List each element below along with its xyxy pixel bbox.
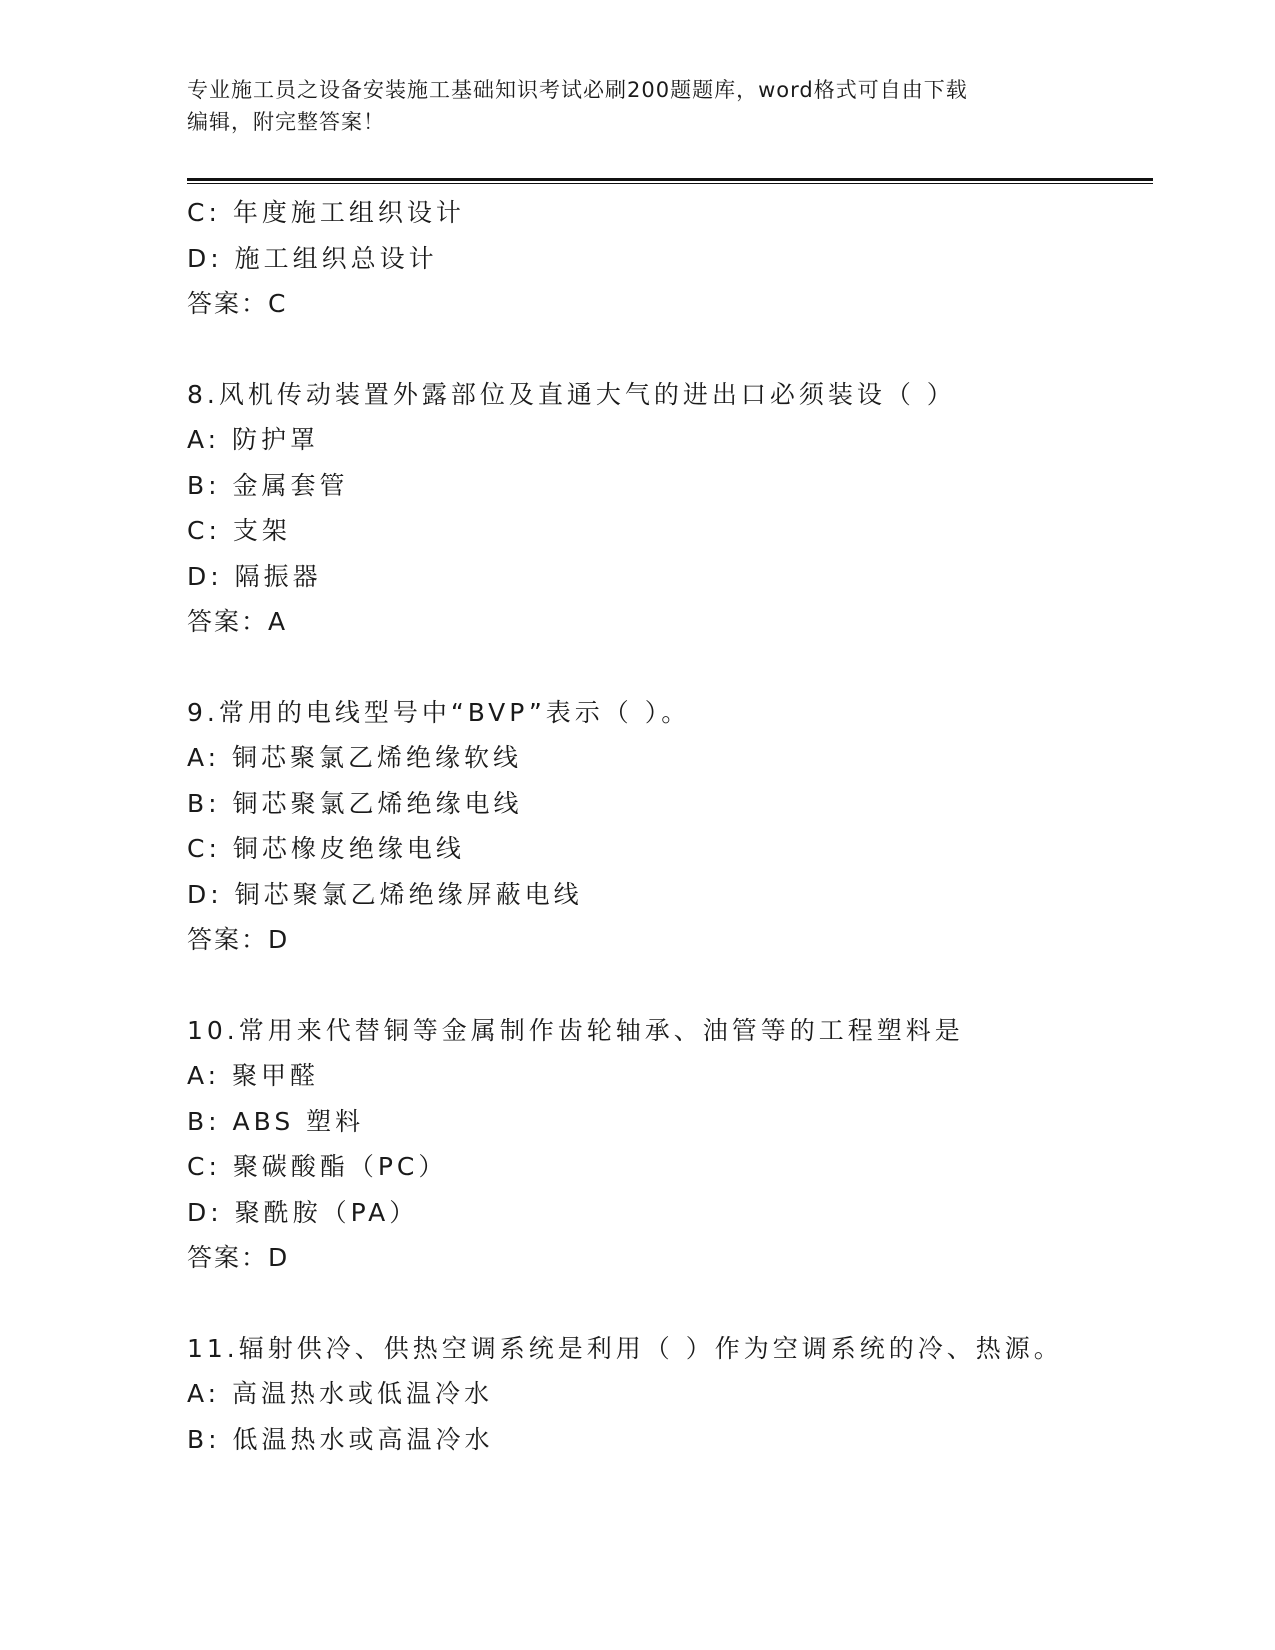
option-a: A: 高温热水或低温冷水	[187, 1379, 494, 1408]
option-b: B: ABS 塑料	[187, 1106, 365, 1136]
option-d: D: 铜芯聚氯乙烯绝缘屏蔽电线	[187, 879, 583, 909]
header-line-2: 编辑，附完整答案！	[187, 110, 385, 134]
option-c: C: 支架	[187, 516, 291, 545]
header-line-1: 专业施工员之设备安装施工基础知识考试必刷200题题库，word格式可自由下载	[187, 78, 968, 102]
option-b: B: 铜芯聚氯乙烯绝缘电线	[187, 788, 523, 818]
answer-label: 答案：D	[187, 1243, 290, 1272]
option-d: D: 隔振器	[187, 561, 322, 591]
header-rule-thick	[187, 178, 1153, 181]
spacer	[187, 645, 1153, 690]
question-block-11	[187, 1326, 1153, 1463]
question-text: 9.常用的电线型号中“BVP”表示（ ）。	[187, 697, 691, 727]
option-c: C: 铜芯橡皮绝缘电线	[187, 834, 465, 863]
answer-label: 答案：D	[187, 925, 290, 954]
option-b: B: 低温热水或高温冷水	[187, 1424, 494, 1454]
option-c: C: 年度施工组织设计	[187, 198, 465, 227]
question-block-9	[187, 690, 1153, 963]
option-a: A: 铜芯聚氯乙烯绝缘软线	[187, 743, 523, 772]
question-block-10	[187, 1008, 1153, 1281]
question-list	[187, 190, 1153, 1462]
question-text: 8.风机传动装置外露部位及直通大气的进出口必须装设（ ）	[187, 379, 956, 409]
header-rule-thin	[187, 183, 1153, 184]
option-c: C: 聚碳酸酯（PC）	[187, 1152, 448, 1181]
answer-label: 答案：A	[187, 607, 288, 636]
spacer	[187, 963, 1153, 1008]
option-d: D: 聚酰胺（PA）	[187, 1197, 419, 1227]
option-d: D: 施工组织总设计	[187, 243, 438, 273]
option-b: B: 金属套管	[187, 470, 349, 500]
spacer	[187, 327, 1153, 372]
question-block-8	[187, 372, 1153, 645]
answer-label: 答案：C	[187, 289, 288, 318]
question-text: 11.辐射供冷、供热空调系统是利用（ ）作为空调系统的冷、热源。	[187, 1333, 1063, 1363]
option-a: A: 防护罩	[187, 425, 320, 454]
option-a: A: 聚甲醛	[187, 1061, 320, 1090]
question-text: 10.常用来代替铜等金属制作齿轮轴承、油管等的工程塑料是	[187, 1015, 964, 1045]
spacer	[187, 1281, 1153, 1326]
document-header	[187, 74, 1067, 138]
question-block-7	[187, 190, 1153, 327]
